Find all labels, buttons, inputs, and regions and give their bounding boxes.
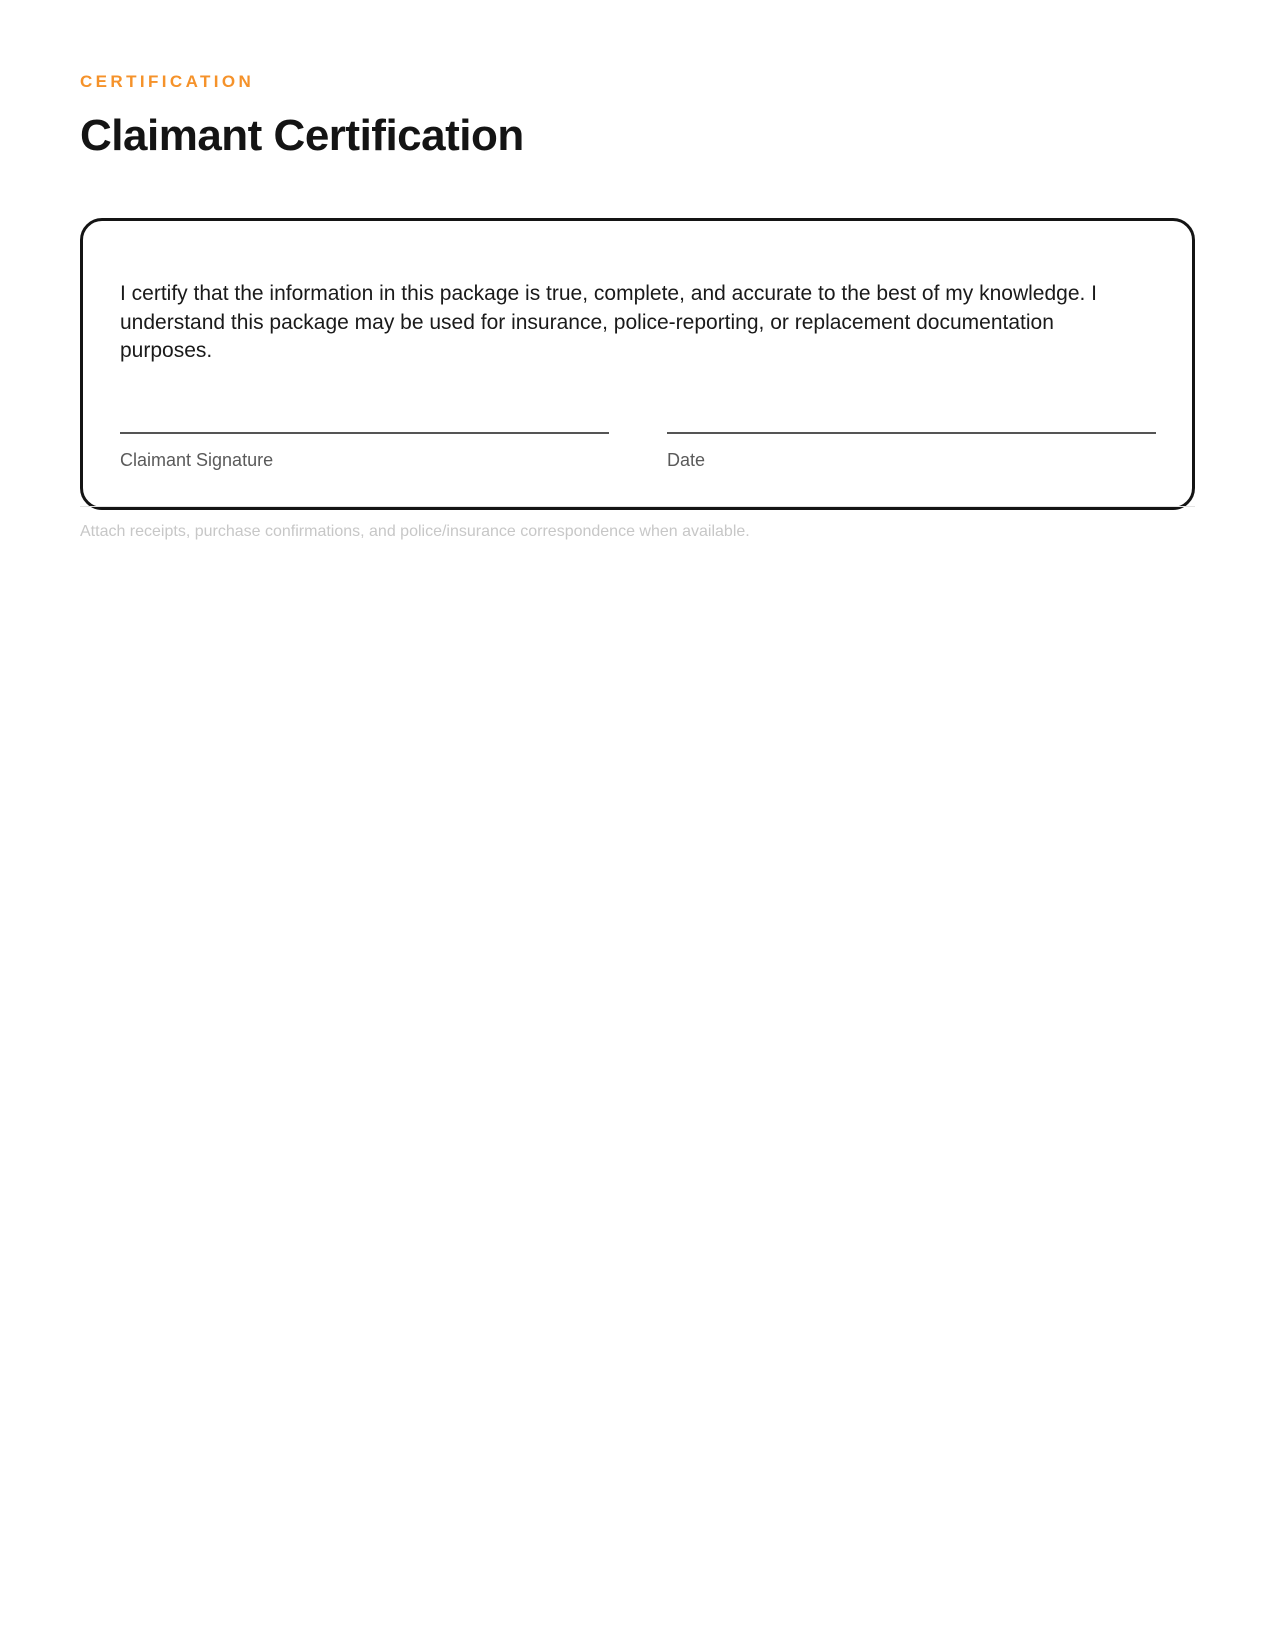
date-label: Date [667,450,706,470]
signature-line[interactable] [120,432,609,434]
certification-statement: I certify that the information in this package is true, complete, and accurate to the best of my knowledge. I understand this package may be used for insurance, police-reporting, or replacement documentation purposes. [120,282,1098,362]
date-field[interactable] [667,432,1156,471]
signature-label: Claimant Signature [120,450,274,470]
section-eyebrow: CERTIFICATION [80,72,255,91]
date-line[interactable] [667,432,1156,434]
certification-page [80,0,1195,1650]
footer-note: Attach receipts, purchase confirmations, and police/insurance correspondence when available. [80,523,750,540]
page-title: Claimant Certification [80,111,524,160]
footer-divider [80,506,1195,507]
certification-box [80,218,1195,510]
signature-field[interactable] [120,432,609,471]
